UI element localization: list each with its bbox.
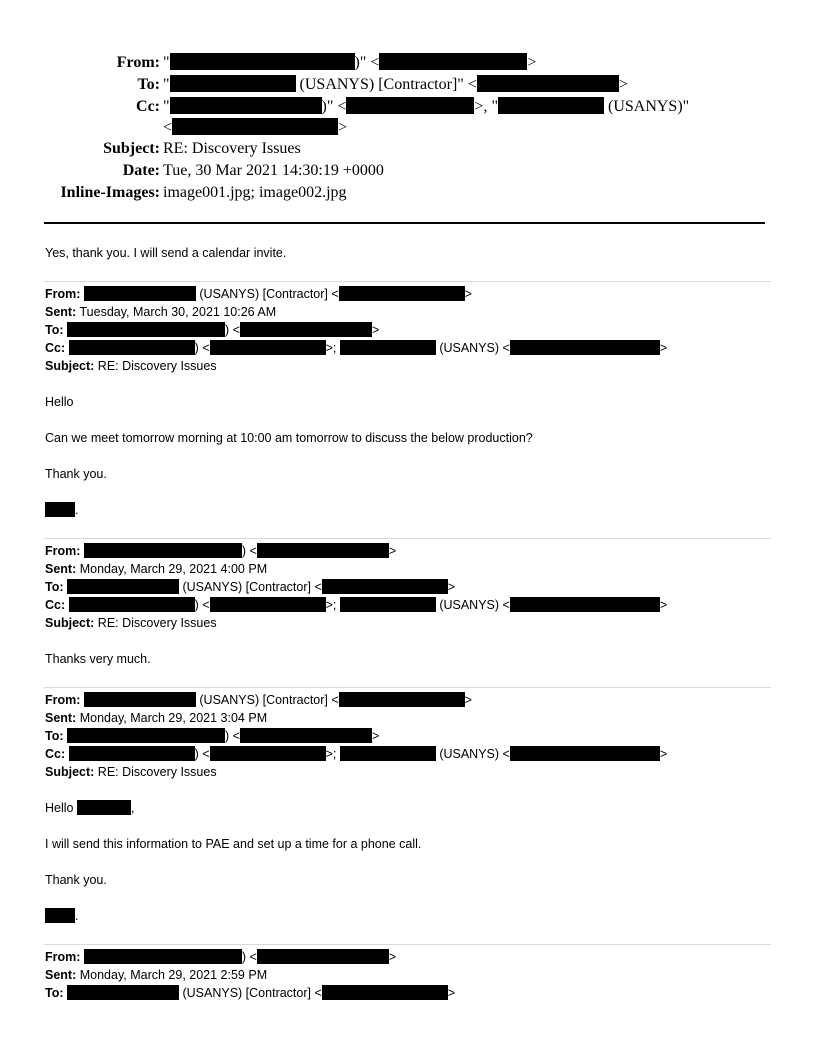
msg2-cc-row: Cc: ) < >; (USANYS) < >: [45, 598, 668, 612]
redaction: [172, 118, 338, 135]
redaction: [67, 985, 179, 1000]
message-separator: [44, 538, 771, 539]
msg3-sent: Monday, March 29, 2021 3:04 PM: [79, 711, 268, 725]
msg1-from-label: From:: [45, 287, 81, 301]
msg1-body-line: Hello: [45, 395, 74, 409]
msg1-to-row: To: ) < >: [45, 323, 380, 337]
redaction: [67, 728, 225, 743]
redaction: [340, 746, 436, 761]
header-to-row: To: " (USANYS) [Contractor]" < >: [0, 74, 816, 95]
header-date: Tue, 30 Mar 2021 14:30:19 +0000: [163, 162, 384, 179]
redaction: [84, 692, 196, 707]
msg2-sent-row: Sent: Monday, March 29, 2021 4:00 PM: [45, 562, 268, 576]
header-from-row: From: " )" < >: [0, 52, 816, 73]
msg3-signature: .: [45, 907, 78, 925]
msg3-subject-row: Subject: RE: Discovery Issues: [45, 765, 217, 779]
msg3-sent-row: Sent: Monday, March 29, 2021 3:04 PM: [45, 711, 268, 725]
redaction: [170, 75, 296, 92]
redaction: [69, 597, 195, 612]
msg2-body-line: Thanks very much.: [45, 652, 151, 666]
message-separator: [44, 687, 771, 688]
msg3-body-line: Thank you.: [45, 873, 107, 887]
redaction: [69, 340, 195, 355]
header-cc-mid: (USANYS)": [607, 98, 690, 115]
header-subject: RE: Discovery Issues: [163, 140, 301, 157]
msg4-from-row: From: ) < >: [45, 950, 397, 964]
msg3-body-line: I will send this information to PAE and set up a time for a phone call.: [45, 837, 422, 851]
redaction: [45, 908, 75, 923]
header-divider: [44, 222, 765, 224]
msg2-from-row: From: ) < >: [45, 544, 397, 558]
redaction: [339, 286, 465, 301]
header-cc-row-cont: < >: [163, 119, 348, 136]
msg4-sent-row: Sent: Monday, March 29, 2021 2:59 PM: [45, 968, 268, 982]
msg1-sent: Tuesday, March 30, 2021 10:26 AM: [79, 305, 277, 319]
msg3-cc-row: Cc: ) < >; (USANYS) < >: [45, 747, 668, 761]
msg2-sent: Monday, March 29, 2021 4:00 PM: [79, 562, 268, 576]
msg3-from-row: From: (USANYS) [Contractor] < >: [45, 693, 472, 707]
redaction: [498, 97, 604, 114]
msg1-cc-row: Cc: ) < >; (USANYS) < >: [45, 341, 668, 355]
redaction: [257, 543, 389, 558]
redaction: [210, 340, 326, 355]
redaction: [257, 949, 389, 964]
redaction: [210, 746, 326, 761]
header-subject-row: [0, 138, 816, 159]
redaction: [510, 746, 660, 761]
email-header: [0, 0, 816, 210]
header-cc-row: Cc: " )" < >, " (USANYS)": [0, 96, 816, 117]
msg1-body-line: Can we meet tomorrow morning at 10:00 am tomorrow to discuss the below production?: [45, 431, 533, 445]
msg3-to-row: To: ) < >: [45, 729, 380, 743]
redaction: [67, 579, 179, 594]
msg1-signature: .: [45, 501, 78, 519]
redaction: [170, 53, 355, 70]
header-inline-images: image001.jpg; image002.jpg: [163, 184, 347, 201]
redaction: [170, 97, 322, 114]
redaction: [510, 340, 660, 355]
message-separator: [44, 281, 771, 282]
redaction: [340, 597, 436, 612]
redaction: [339, 692, 465, 707]
redaction: [346, 97, 474, 114]
msg1-body-line: Thank you.: [45, 467, 107, 481]
redaction: [510, 597, 660, 612]
redaction: [84, 949, 242, 964]
msg4-sent: Monday, March 29, 2021 2:59 PM: [79, 968, 268, 982]
header-subject-label: Subject:: [103, 140, 160, 157]
redaction: [69, 746, 195, 761]
header-to-mid: (USANYS) [Contractor]" <: [299, 76, 477, 93]
msg1-subject-row: Subject: RE: Discovery Issues: [45, 359, 217, 373]
redaction: [45, 502, 75, 517]
header-images-label: Inline-Images:: [60, 184, 160, 201]
msg4-to-row: To: (USANYS) [Contractor] < >: [45, 986, 456, 1000]
msg2-subject-row: Subject: RE: Discovery Issues: [45, 616, 217, 630]
redaction: [240, 728, 372, 743]
message-separator: [44, 944, 771, 945]
redaction: [84, 543, 242, 558]
header-date-row: [0, 160, 816, 181]
redaction: [340, 340, 436, 355]
redaction: [210, 597, 326, 612]
redaction: [477, 75, 619, 92]
reply-text: Yes, thank you. I will send a calendar invite.: [45, 246, 287, 260]
redaction: [379, 53, 527, 70]
header-images-row: [0, 182, 816, 203]
header-from-label: From:: [116, 54, 160, 71]
redaction: [84, 286, 196, 301]
header-cc-label: Cc:: [136, 98, 160, 115]
redaction: [77, 800, 131, 815]
redaction: [67, 322, 225, 337]
header-to-label: To:: [137, 76, 160, 93]
redaction: [240, 322, 372, 337]
msg1-from-row: From: (USANYS) [Contractor] < >: [45, 287, 472, 301]
msg1-sent-row: Sent: Tuesday, March 30, 2021 10:26 AM: [45, 305, 277, 319]
msg3-greeting: Hello ,: [45, 801, 135, 815]
msg2-to-row: To: (USANYS) [Contractor] < >: [45, 580, 456, 594]
header-date-label: Date:: [122, 162, 160, 179]
redaction: [322, 579, 448, 594]
redaction: [322, 985, 448, 1000]
